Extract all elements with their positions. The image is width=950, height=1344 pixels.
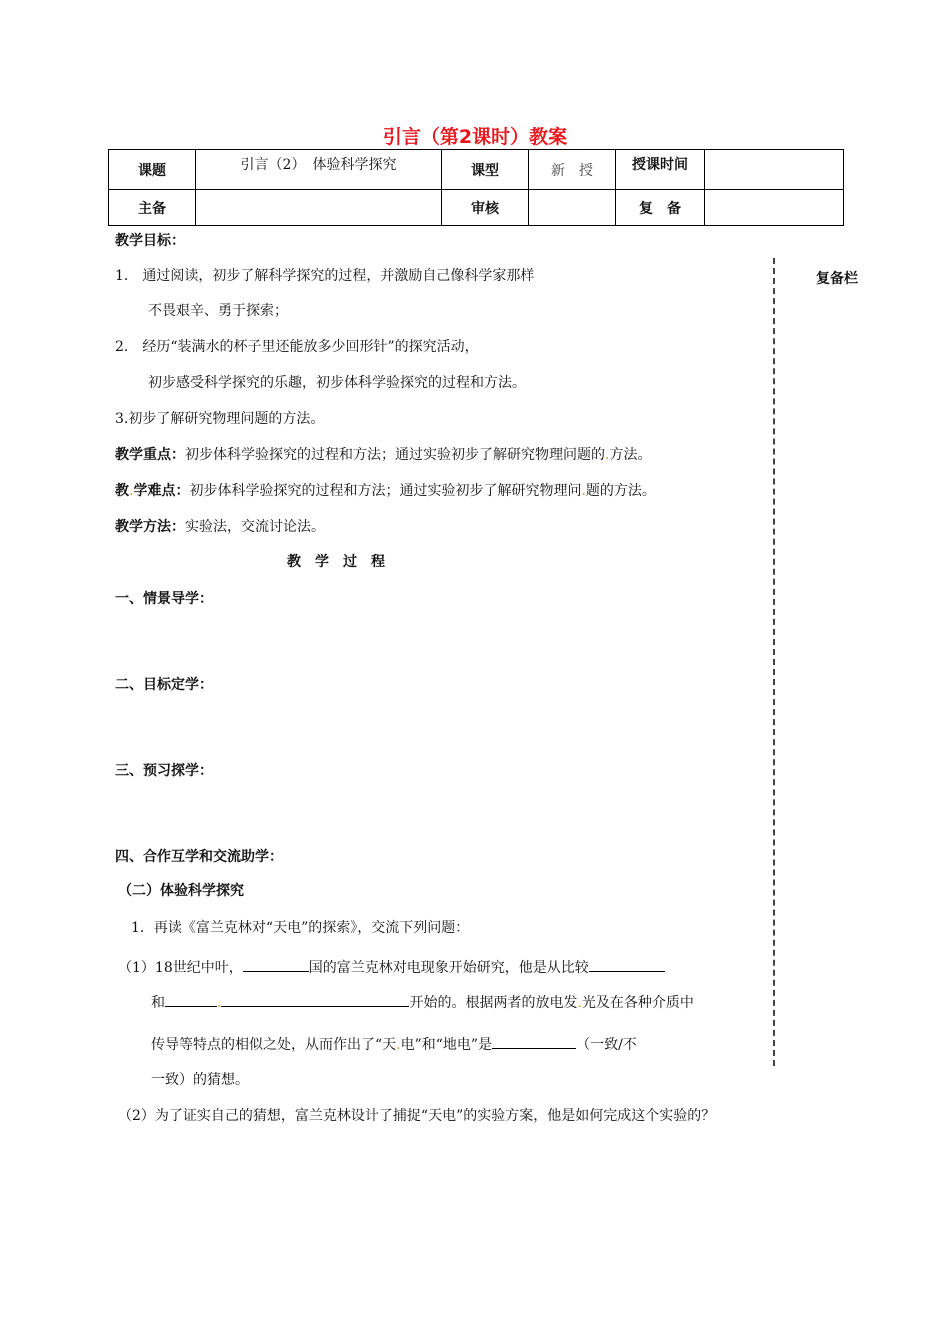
section-2-heading: 二、目标定学： <box>115 677 213 693</box>
answer-blank-compare-3[interactable] <box>221 990 409 1007</box>
question-1-2: （2）为了证实自己的猜想，富兰克林设计了捕捉“天电”的实验方案，他是如何完成这个实验的？ <box>118 1108 716 1124</box>
key-points-text-b: 方法。 <box>609 447 652 463</box>
key-points-text-a: 初步体科学验探究的过程和方法；通过实验初步了解研究物理问题的 <box>185 447 605 463</box>
question-1-1-line-3: 传导等特点的相似之处，从而作出了“天.电”和“地电”是 （一致/不 <box>151 1032 637 1054</box>
objective-1-line-2: 不畏艰辛、勇于探索； <box>148 303 288 319</box>
answer-blank-country[interactable] <box>243 955 309 972</box>
question-1-1-line-4: 一致）的猜想。 <box>151 1072 249 1088</box>
question-1-1-line-2: 和 . 开始的。根据两者的放电发.光及在各种介质中 <box>151 990 694 1012</box>
header-table <box>108 149 844 226</box>
time-value <box>705 150 844 190</box>
q1-1-text-h: （一致/不 <box>576 1037 637 1053</box>
q1-1-text-c: 和 <box>151 995 165 1011</box>
topic-label: 课题 <box>109 150 196 190</box>
side-column-label: 复备栏 <box>816 271 858 287</box>
topic-value: 引言（2） 体验科学探究 <box>196 150 442 190</box>
header-row-2 <box>109 190 844 226</box>
page-title: 引言（第2课时）教案 <box>382 126 568 148</box>
time-label: 授课时间 <box>616 150 705 190</box>
answer-blank-compare-2[interactable] <box>165 990 217 1007</box>
q1-1-text-d: 开始的。根据两者的放电发 <box>409 995 578 1011</box>
question-1: 1．再读《富兰克林对“天电”的探索》，交流下列问题： <box>131 920 470 936</box>
difficulties: 教.学难点：初步体科学验探究的过程和方法；通过实验初步了解研究物理问.题的方法。 <box>115 483 656 499</box>
objective-2-line-2: 初步感受科学探究的乐趣，初步体科学验探究的过程和方法。 <box>148 375 526 391</box>
lead-value <box>196 190 442 226</box>
methods-label: 教学方法： <box>115 519 185 535</box>
q1-1-text-e: 光及在各种介质中 <box>581 995 694 1011</box>
section-1-heading: 一、情景导学： <box>115 591 213 607</box>
methods <box>115 518 325 536</box>
key-points-label: 教学重点： <box>115 447 185 463</box>
section-4-heading: 四、合作互学和交流助学： <box>115 849 283 865</box>
q1-1-text-b: 国的富兰克林对电现象开始研究，他是从比较 <box>308 960 589 976</box>
side-divider <box>773 258 775 1066</box>
lead-label: 主备 <box>109 190 196 226</box>
subsection-heading: （二）体验科学探究 <box>118 883 244 899</box>
objectives-heading: 教学目标： <box>115 233 185 249</box>
section-3-heading: 三、预习探学： <box>115 763 213 779</box>
q1-1-text-f: 传导等特点的相似之处，从而作出了“天 <box>151 1037 397 1053</box>
q1-1-text-a: （1）18世纪中叶， <box>118 960 243 976</box>
question-1-1-line-1 <box>118 955 665 977</box>
objective-1-line-1: 1． 通过阅读，初步了解科学探究的过程，并激励自己像科学家那样 <box>115 268 535 284</box>
difficulties-label-a: 教 <box>115 483 129 499</box>
answer-blank-compare-1[interactable] <box>589 955 665 972</box>
prep-label: 复 备 <box>616 190 705 226</box>
key-points: 教学重点：初步体科学验探究的过程和方法；通过实验初步了解研究物理问题的.方法。 <box>115 447 652 463</box>
review-label: 审核 <box>442 190 529 226</box>
difficulties-text-a: 初步体科学验探究的过程和方法；通过实验初步了解研究物理问 <box>189 483 582 499</box>
difficulties-label-b: 学难点： <box>133 483 190 499</box>
objective-2-line-1: 2． 经历“装满水的杯子里还能放多少回形针”的探究活动， <box>115 339 479 355</box>
header-row-1 <box>109 150 844 190</box>
review-value <box>529 190 616 226</box>
difficulties-text-b: 题的方法。 <box>585 483 656 499</box>
prep-value <box>705 190 844 226</box>
q1-1-text-g: 电”和“地电”是 <box>400 1037 493 1053</box>
methods-text: 实验法，交流讨论法。 <box>185 519 325 535</box>
type-value: 新 授 <box>529 150 616 190</box>
type-label: 课型 <box>442 150 529 190</box>
objective-3: 3.初步了解研究物理问题的方法。 <box>115 411 325 427</box>
process-heading: 教 学 过 程 <box>287 554 385 570</box>
answer-blank-guess[interactable] <box>492 1032 576 1049</box>
